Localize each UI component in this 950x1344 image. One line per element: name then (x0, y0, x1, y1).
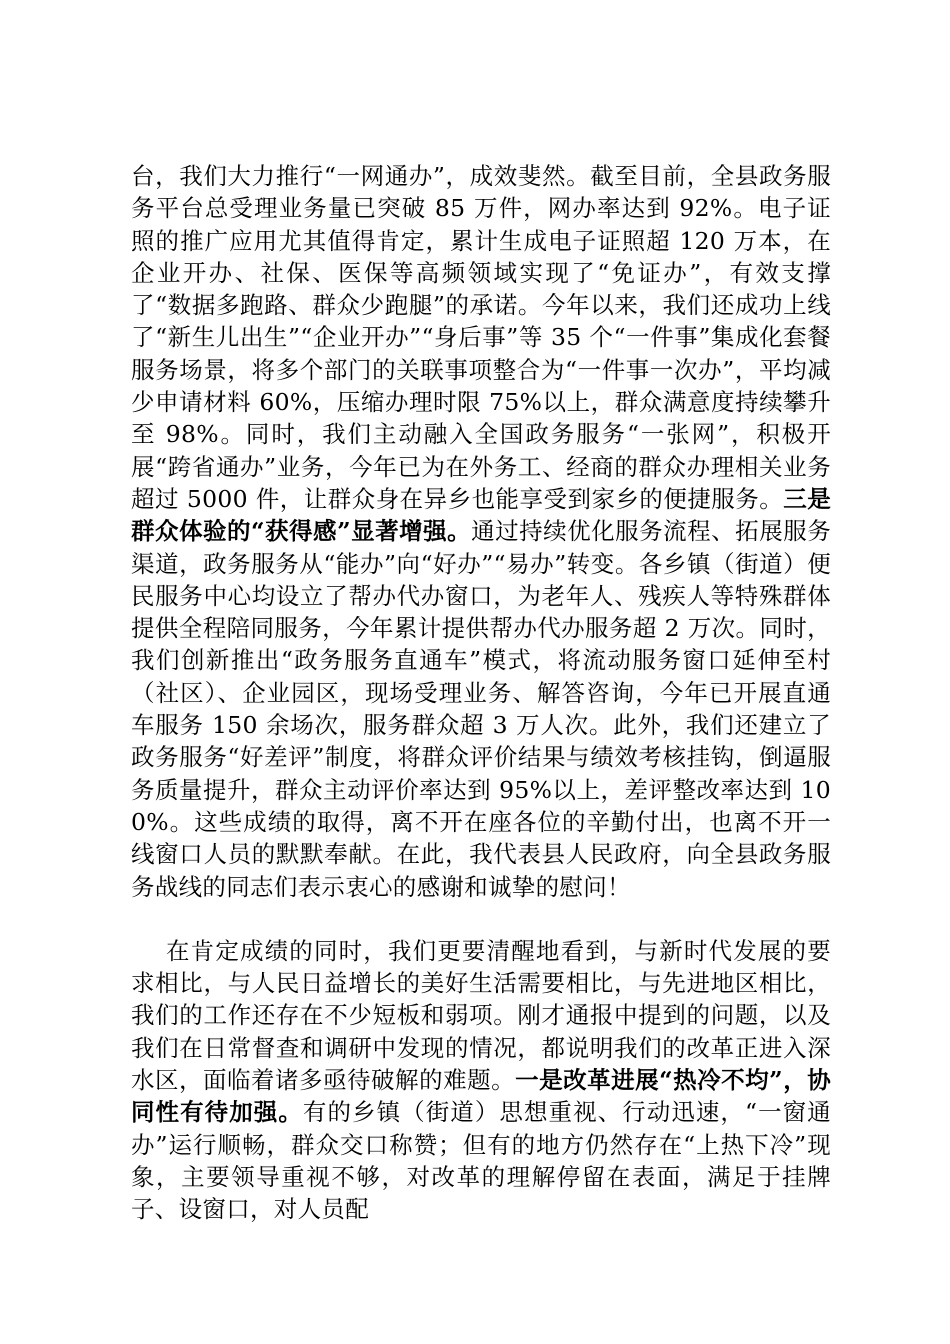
paragraph-2-bold-heading-1: 一是改革进展“热冷不均”，协同性有待加强。 (131, 1066, 831, 1127)
paragraph-spacer (131, 903, 831, 935)
paragraph-1-text-run-1: 台，我们大力推行“一网通办”，成效斐然。截至目前，全县政务服务平台总受理业务量已突破 85 万件，网办率达到 92%。电子证照的推广应用尤其值得肯定，累计生成电子证照超 120 万本，在企业开办、社保、医保等高频领域实现了“免证办”，有效支撑了“数据多跑路、群众少跑腿”的承诺。今年以来，我们还成功上线了“新生儿出生”“企业开办”“身后事”等 35 个“一件事”集成化套餐服务场景，将多个部门的关联事项整合为“一件事一次办”，平均减少申请材料 60%，压缩办理时限 75%以上，群众满意度持续攀升至 98%。同时，我们主动融入全国政务服务“一张网”，积极开展“跨省通办”业务，今年已为在外务工、经商的群众办理相关业务超过 5000 件，让群众身在异乡也能享受到家乡的便捷服务。 (131, 162, 831, 513)
paragraph-1-bold-heading-3: 三是群众体验的“获得感”显著增强。 (131, 484, 831, 546)
paragraph-2-text-run-1: 在肯定成绩的同时，我们更要清醒地看到，与新时代发展的要求相比，与人民日益增长的美好生活需要相比，与先进地区相比，我们的工作还存在不少短板和弱项。刚才通报中提到的问题，以及我们在日常督查和调研中发现的情况，都说明我们的改革正进入深水区，面临着诸多亟待破解的难题。 (131, 936, 831, 1095)
paragraph-2 (131, 935, 831, 1226)
paragraph-1-text-run-2: 通过持续优化服务流程、拓展服务渠道，政务服务从“能办”向“好办”“易办”转变。各乡镇（街道）便民服务中心均设立了帮办代办窗口，为老年人、残疾人等特殊群体提供全程陪同服务，今年累计提供帮办代办服务超 2 万次。同时，我们创新推出“政务服务直通车”模式，将流动服务窗口延伸至村（社区）、企业园区，现场受理业务、解答咨询，今年已开展直通车服务 150 余场次，服务群众超 3 万人次。此外，我们还建立了政务服务“好差评”制度，将群众评价结果与绩效考核挂钩，倒逼服务质量提升，群众主动评价率达到 95%以上，差评整改率达到 100%。这些成绩的取得，离不开在座各位的辛勤付出，也离不开一线窗口人员的默默奉献。在此，我代表县人民政府，向全县政务服务战线的同志们表示衷心的感谢和诚挚的慰问！ (131, 517, 831, 901)
document-page (131, 160, 831, 1226)
paragraph-1 (131, 160, 831, 903)
paragraph-2-text-run-2: 有的乡镇（街道）思想重视、行动迅速，“一窗通办”运行顺畅，群众交口称赞；但有的地方仍然存在“上热下冷”现象，主要领导重视不够，对改革的理解停留在表面，满足于挂牌子、设窗口，对人员配 (131, 1098, 831, 1224)
